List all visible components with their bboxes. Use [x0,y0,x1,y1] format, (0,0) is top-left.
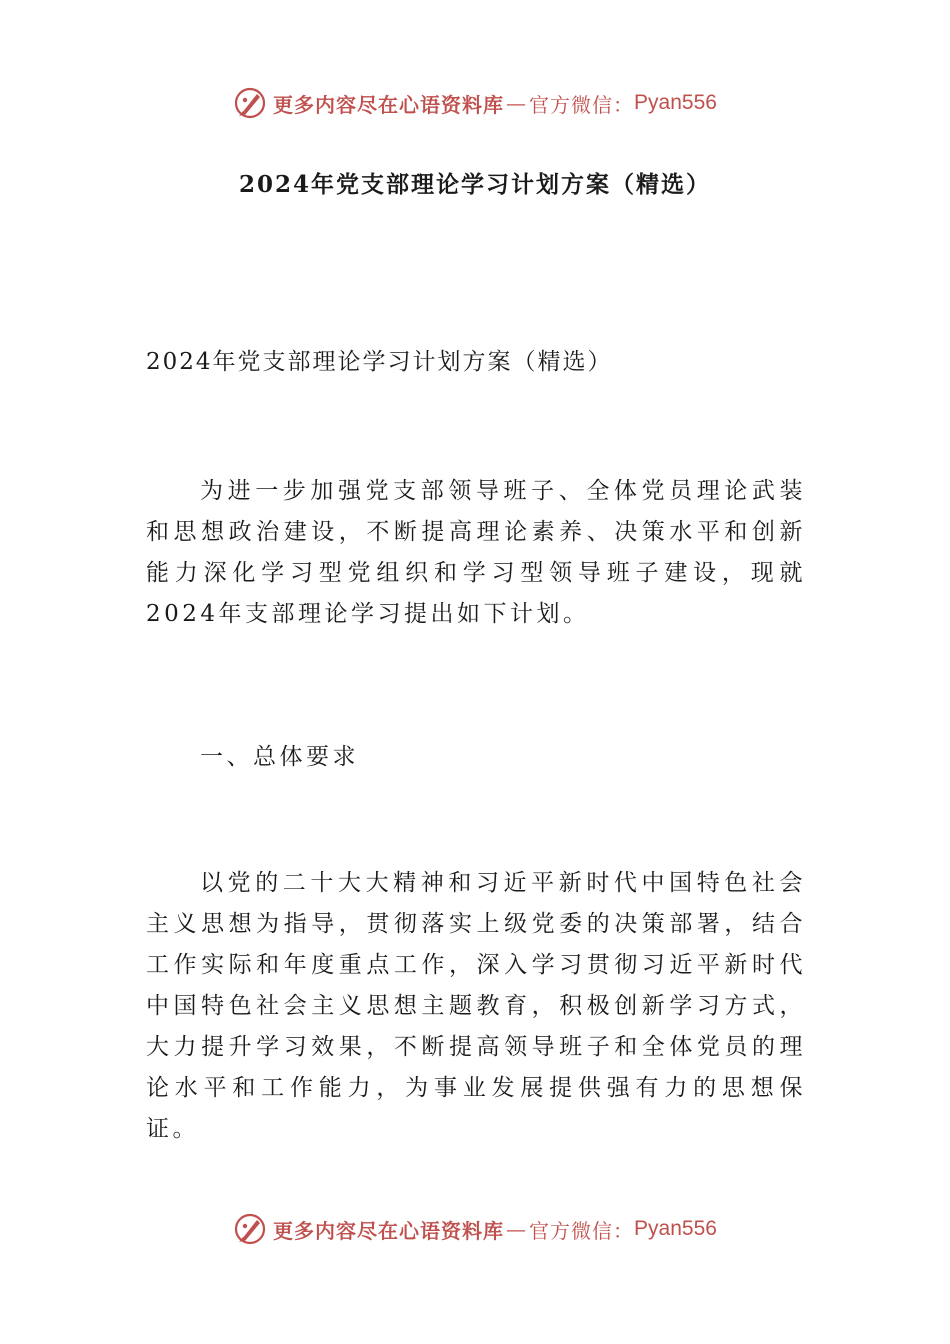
watermark-header [0,83,950,123]
section-heading: 一、总体要求 [200,744,359,770]
watermark-brand: 更多内容尽在心语资料库 [273,92,505,117]
pen-logo-icon [233,86,267,120]
section-body-paragraph: 以党的二十大大精神和习近平新时代中国特色社会主义思想为指导，贯彻落实上级党委的决策部署，结合工作实际和年度重点工作，深入学习贯彻习近平新时代中国特色社会主义思想主题教育，积极创新学习方式，大力提升学习效果，不断提高领导班子和全体党员的理论水平和工作能力，为事业发展提供强有力的思想保证。 [146,870,806,1142]
watermark-dash: — [506,91,528,115]
watermark-footer [0,1209,950,1249]
watermark-wechat-label: 官方微信： [529,1218,635,1243]
document-subtitle: 2024年党支部理论学习计划方案（精选） [146,349,613,375]
document-title: 2024年党支部理论学习计划方案（精选） [238,171,711,198]
watermark-brand: 更多内容尽在心语资料库 [273,1218,505,1243]
watermark-wechat-id: Pyan556 [634,1217,717,1240]
intro-paragraph: 为进一步加强党支部领导班子、全体党员理论武装和思想政治建设，不断提高理论素养、决策水平和创新能力深化学习型党组织和学习型领导班子建设，现就2024年支部理论学习提出如下计划。 [146,478,806,627]
watermark-wechat-id: Pyan556 [634,91,717,114]
watermark-wechat-label: 官方微信： [529,92,635,117]
pen-logo-icon [233,1212,267,1246]
watermark-dash: — [506,1217,528,1241]
